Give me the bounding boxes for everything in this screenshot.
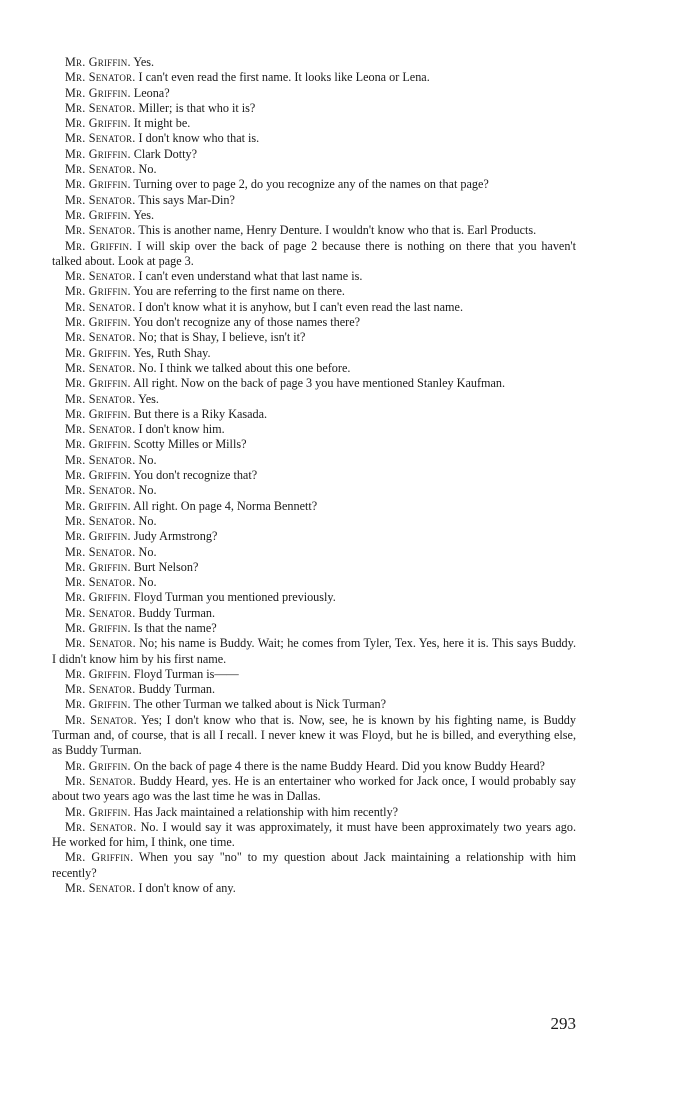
transcript-paragraph	[52, 315, 576, 330]
utterance-text: No.	[138, 483, 157, 498]
speaker-label: Mr. Senator.	[65, 422, 136, 437]
speaker-label: Mr. Senator.	[65, 360, 136, 375]
speaker-label: Mr. Senator.	[65, 330, 136, 345]
speaker-label: Mr. Senator.	[65, 100, 136, 115]
utterance-text: No. I would say it was approximately, it must have been approximately two years ago. He worked for him, I think, one time.	[52, 819, 577, 850]
utterance-text: No; his name is Buddy. Wait; he comes from Tyler, Tex. Yes, here it is. This says Buddy. I didn't know him by his first name.	[52, 636, 577, 666]
transcript-paragraph	[52, 514, 576, 529]
transcript-paragraph	[52, 361, 576, 376]
speaker-label: Mr. Griffin.	[65, 758, 131, 773]
utterance-text: No.	[138, 575, 157, 590]
speaker-label: Mr. Senator.	[65, 575, 136, 590]
utterance-text: On the back of page 4 there is the name Buddy Heard. Did you know Buddy Heard?	[133, 758, 545, 773]
transcript-paragraph	[52, 437, 576, 452]
speaker-label: Mr. Griffin.	[65, 345, 131, 360]
speaker-label: Mr. Griffin.	[65, 406, 131, 421]
transcript-paragraph	[52, 499, 576, 514]
speaker-label: Mr. Senator.	[65, 299, 136, 314]
transcript-paragraph	[52, 407, 576, 422]
utterance-text: Has Jack maintained a relationship with him recently?	[133, 804, 399, 819]
utterance-text: No.	[138, 162, 157, 177]
speaker-label: Mr. Senator.	[65, 544, 136, 559]
utterance-text: Burt Nelson?	[133, 559, 199, 574]
transcript-paragraph	[52, 545, 576, 560]
utterance-text: Is that the name?	[133, 620, 217, 635]
utterance-text: This is another name, Henry Denture. I wouldn't know who that is. Earl Products.	[138, 223, 537, 238]
speaker-label: Mr. Griffin.	[65, 177, 131, 192]
speaker-label: Mr. Senator.	[65, 605, 136, 620]
utterance-text: Buddy Turman.	[138, 682, 216, 697]
transcript-paragraph	[52, 86, 576, 101]
transcript-paragraph	[52, 606, 576, 621]
utterance-text: Buddy Turman.	[138, 605, 216, 620]
utterance-text: You are referring to the first name on there.	[133, 284, 345, 299]
speaker-label: Mr. Griffin.	[65, 468, 131, 483]
transcript-paragraph	[52, 560, 576, 575]
speaker-label: Mr. Griffin.	[65, 376, 131, 391]
utterance-text: Miller; is that who it is?	[138, 100, 256, 115]
speaker-label: Mr. Senator.	[65, 773, 136, 788]
utterance-text: Yes, Ruth Shay.	[133, 345, 211, 360]
page-number: 293	[550, 1014, 576, 1033]
transcript-paragraph	[52, 575, 576, 590]
utterance-text: Scotty Milles or Mills?	[133, 437, 247, 452]
utterance-text: The other Turman we talked about is Nick Turman?	[133, 697, 387, 712]
speaker-label: Mr. Senator.	[65, 682, 136, 697]
transcript-paragraph	[52, 529, 576, 544]
utterance-text: Judy Armstrong?	[133, 529, 218, 544]
transcript-paragraph	[52, 483, 576, 498]
speaker-label: Mr. Griffin.	[65, 238, 133, 253]
utterance-text: I can't even understand what that last name is.	[138, 269, 363, 284]
speaker-label: Mr. Griffin.	[65, 559, 131, 574]
utterance-text: Clark Dotty?	[133, 146, 198, 161]
speaker-label: Mr. Senator.	[65, 131, 136, 146]
speaker-label: Mr. Senator.	[65, 70, 136, 85]
utterance-text: This says Mar-Din?	[138, 192, 235, 207]
utterance-text: Floyd Turman is——	[133, 666, 239, 681]
transcript-paragraph	[52, 376, 576, 391]
transcript-paragraph	[52, 208, 576, 223]
utterance-text: Leona?	[133, 85, 170, 100]
speaker-label: Mr. Senator.	[65, 452, 136, 467]
transcript-paragraph	[52, 392, 576, 407]
utterance-text: No.	[138, 544, 157, 559]
speaker-label: Mr. Griffin.	[65, 315, 131, 330]
utterance-text: No; that is Shay, I believe, isn't it?	[138, 330, 306, 345]
transcript-paragraph	[52, 820, 576, 851]
transcript-paragraph	[52, 697, 576, 712]
transcript-paragraph	[52, 805, 576, 820]
utterance-text: But there is a Riky Kasada.	[133, 406, 268, 421]
speaker-label: Mr. Senator.	[65, 391, 136, 406]
speaker-label: Mr. Griffin.	[65, 498, 131, 513]
transcript-paragraph	[52, 70, 576, 85]
speaker-label: Mr. Senator.	[65, 819, 137, 834]
transcript-paragraph	[52, 774, 576, 805]
utterance-text: All right. Now on the back of page 3 you have mentioned Stanley Kaufman.	[133, 376, 506, 391]
speaker-label: Mr. Griffin.	[65, 207, 131, 222]
transcript-paragraph	[52, 468, 576, 483]
transcript-paragraph	[52, 55, 576, 70]
speaker-label: Mr. Griffin.	[65, 666, 131, 681]
utterance-text: Buddy Heard, yes. He is an entertainer who worked for Jack once, I would probably say about two years ago was the last time he was in Dallas.	[52, 773, 576, 804]
utterance-text: I don't know who that is.	[138, 131, 260, 146]
transcript-paragraph	[52, 346, 576, 361]
utterance-text: You don't recognize any of those names there?	[133, 315, 361, 330]
speaker-label: Mr. Griffin.	[65, 116, 131, 131]
speaker-label: Mr. Senator.	[65, 636, 136, 651]
speaker-label: Mr. Senator.	[65, 712, 137, 727]
transcript-paragraph	[52, 330, 576, 345]
utterance-text: Yes.	[133, 55, 155, 69]
speaker-label: Mr. Griffin.	[65, 284, 131, 299]
utterance-text: I don't know what it is anyhow, but I can't even read the last name.	[138, 299, 463, 314]
utterance-text: No.	[138, 513, 157, 528]
transcript-paragraph	[52, 682, 576, 697]
utterance-text: Yes.	[138, 391, 159, 406]
utterance-text: No. I think we talked about this one before.	[138, 360, 351, 375]
utterance-text: I don't know of any.	[138, 881, 236, 896]
utterance-text: No.	[138, 452, 157, 467]
speaker-label: Mr. Senator.	[65, 881, 136, 896]
speaker-label: Mr. Griffin.	[65, 697, 131, 712]
utterance-text: Floyd Turman you mentioned previously.	[133, 590, 336, 605]
transcript-paragraph	[52, 453, 576, 468]
speaker-label: Mr. Griffin.	[65, 55, 131, 69]
speaker-label: Mr. Griffin.	[65, 85, 131, 100]
speaker-label: Mr. Griffin.	[65, 850, 134, 865]
speaker-label: Mr. Senator.	[65, 513, 136, 528]
speaker-label: Mr. Griffin.	[65, 590, 131, 605]
speaker-label: Mr. Senator.	[65, 162, 136, 177]
utterance-text: I can't even read the first name. It looks like Leona or Lena.	[138, 70, 430, 85]
transcript-paragraph	[52, 223, 576, 238]
transcript-paragraph	[52, 636, 576, 667]
utterance-text: It might be.	[133, 116, 191, 131]
utterance-text: I will skip over the back of page 2 because there is nothing on there that you haven't talked about. Look at page 3.	[52, 238, 576, 268]
utterance-text: Yes.	[133, 207, 155, 222]
transcript-paragraph	[52, 759, 576, 774]
transcript-paragraph	[52, 193, 576, 208]
speaker-label: Mr. Griffin.	[65, 620, 131, 635]
transcript-paragraph	[52, 239, 576, 270]
transcript-paragraph	[52, 850, 576, 881]
transcript-paragraph	[52, 177, 576, 192]
speaker-label: Mr. Griffin.	[65, 146, 131, 161]
speaker-label: Mr. Senator.	[65, 223, 136, 238]
speaker-label: Mr. Senator.	[65, 483, 136, 498]
speaker-label: Mr. Griffin.	[65, 804, 131, 819]
speaker-label: Mr. Senator.	[65, 192, 136, 207]
transcript-paragraph	[52, 116, 576, 131]
transcript-paragraph	[52, 881, 576, 896]
transcript-paragraph	[52, 162, 576, 177]
transcript-paragraph	[52, 284, 576, 299]
utterance-text: When you say "no" to my question about Jack maintaining a relationship with him recently?	[52, 850, 576, 880]
utterance-text: Turning over to page 2, do you recognize any of the names on that page?	[133, 177, 489, 192]
transcript-page	[52, 55, 576, 896]
utterance-text: I don't know him.	[138, 422, 225, 437]
transcript-paragraph	[52, 667, 576, 682]
transcript-paragraph	[52, 300, 576, 315]
transcript-paragraph	[52, 147, 576, 162]
transcript-paragraph	[52, 621, 576, 636]
speaker-label: Mr. Senator.	[65, 269, 136, 284]
speaker-label: Mr. Griffin.	[65, 529, 131, 544]
transcript-paragraph	[52, 713, 576, 759]
utterance-text: You don't recognize that?	[133, 468, 258, 483]
transcript-paragraph	[52, 269, 576, 284]
speaker-label: Mr. Griffin.	[65, 437, 131, 452]
utterance-text: Yes; I don't know who that is. Now, see, he is known by his fighting name, is Buddy Turman and, of course, that is all I recall. I never knew it was Floyd, but he is billed, and everything else, as Buddy Turman.	[52, 712, 576, 758]
transcript-paragraph	[52, 590, 576, 605]
transcript-paragraph	[52, 131, 576, 146]
transcript-paragraph	[52, 101, 576, 116]
transcript-paragraph	[52, 422, 576, 437]
utterance-text: All right. On page 4, Norma Bennett?	[133, 498, 318, 513]
